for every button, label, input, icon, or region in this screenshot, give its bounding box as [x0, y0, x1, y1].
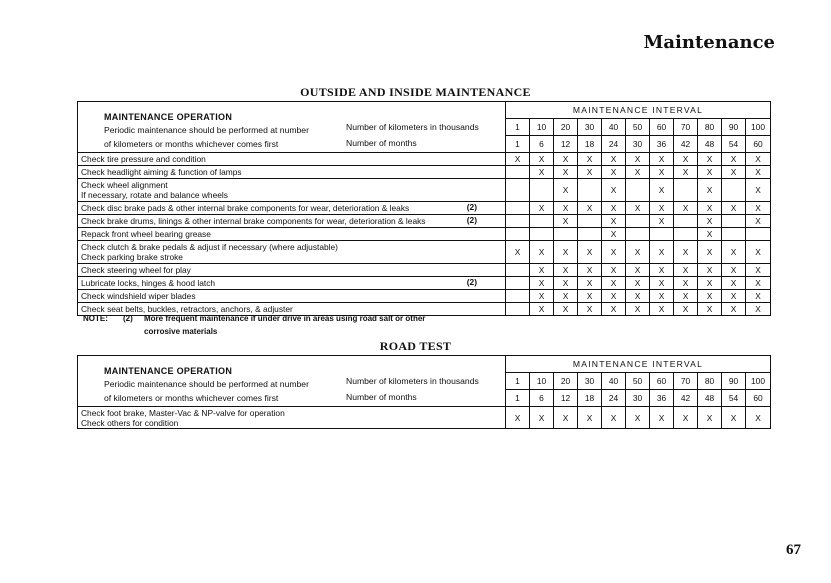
months-value: 6: [530, 390, 554, 407]
interval-mark: X: [650, 264, 674, 277]
interval-mark: [674, 215, 698, 228]
interval-mark: X: [554, 153, 578, 166]
interval-mark: X: [674, 264, 698, 277]
interval-mark: X: [674, 290, 698, 303]
months-label: Number of months: [346, 138, 417, 148]
table-row: [78, 153, 771, 166]
interval-mark: X: [554, 215, 578, 228]
table-row: [78, 179, 771, 202]
interval-mark: X: [602, 407, 626, 429]
interval-mark: X: [554, 290, 578, 303]
interval-mark: [722, 228, 746, 241]
months-value: 18: [578, 136, 602, 153]
operation-cell: [78, 241, 506, 264]
note-ref: (2): [466, 215, 477, 225]
operation-text: Check clutch & brake pedals & adjust if necessary (where adjustable): [81, 242, 338, 252]
months-value: 18: [578, 390, 602, 407]
table-row: [78, 215, 771, 228]
interval-mark: X: [602, 290, 626, 303]
interval-mark: X: [650, 215, 674, 228]
interval-header: MAINTENANCE INTERVAL: [506, 102, 771, 119]
km-value: 60: [650, 373, 674, 390]
interval-mark: X: [530, 277, 554, 290]
interval-mark: X: [554, 179, 578, 202]
km-label: Number of kilometers in thousands: [346, 122, 479, 132]
interval-mark: X: [698, 277, 722, 290]
table-row: [78, 241, 771, 264]
interval-mark: X: [602, 303, 626, 316]
interval-mark: [626, 215, 650, 228]
interval-mark: [746, 228, 771, 241]
interval-mark: X: [746, 407, 771, 429]
km-value: 100: [746, 373, 771, 390]
months-value: 48: [698, 136, 722, 153]
interval-mark: [626, 228, 650, 241]
interval-mark: X: [746, 153, 771, 166]
interval-mark: X: [722, 241, 746, 264]
months-value: 24: [602, 390, 626, 407]
operation-cell: [78, 407, 506, 429]
interval-mark: X: [506, 407, 530, 429]
operation-cell: [78, 277, 506, 290]
interval-mark: X: [530, 407, 554, 429]
interval-mark: X: [650, 277, 674, 290]
interval-mark: X: [698, 179, 722, 202]
months-value: 1: [506, 136, 530, 153]
operation-text: Repack front wheel bearing grease: [81, 229, 211, 239]
interval-mark: X: [722, 277, 746, 290]
operation-header: [78, 356, 505, 404]
km-value: 1: [506, 373, 530, 390]
note-line2: corrosive materials: [144, 327, 218, 336]
interval-mark: [578, 228, 602, 241]
header-row-interval: [78, 102, 771, 119]
interval-mark: X: [722, 202, 746, 215]
interval-mark: X: [722, 166, 746, 179]
months-value: 54: [722, 390, 746, 407]
operation-desc-line1: Periodic maintenance should be performed at number: [104, 125, 309, 135]
operation-text: Check parking brake stroke: [81, 252, 183, 262]
months-value: 60: [746, 136, 771, 153]
operation-text: Check seat belts, buckles, retractors, anchors, & adjuster: [81, 304, 293, 314]
table-row: [78, 228, 771, 241]
operation-text: Check wheel alignment: [81, 180, 168, 190]
operation-desc-line2: of kilometers or months whichever comes first: [104, 139, 279, 149]
interval-mark: X: [626, 264, 650, 277]
km-value: 10: [530, 119, 554, 136]
operation-text: Check brake drums, linings & other internal brake components for wear, deterioration & leaks: [81, 216, 426, 226]
interval-mark: X: [674, 407, 698, 429]
interval-mark: X: [650, 241, 674, 264]
section-title-outside: OUTSIDE AND INSIDE MAINTENANCE: [300, 85, 531, 99]
table-row: [78, 290, 771, 303]
interval-mark: [506, 264, 530, 277]
operation-cell: [78, 153, 506, 166]
interval-mark: [578, 215, 602, 228]
interval-mark: X: [578, 153, 602, 166]
operation-header-cell: [78, 356, 506, 407]
interval-mark: X: [530, 153, 554, 166]
km-value: 30: [578, 119, 602, 136]
interval-mark: X: [602, 166, 626, 179]
interval-mark: X: [650, 407, 674, 429]
months-value: 48: [698, 390, 722, 407]
km-value: 60: [650, 119, 674, 136]
interval-mark: X: [602, 202, 626, 215]
interval-mark: X: [698, 303, 722, 316]
months-value: 42: [674, 390, 698, 407]
page-number: 67: [786, 542, 801, 558]
interval-mark: [506, 166, 530, 179]
operation-cell: [78, 179, 506, 202]
interval-mark: X: [746, 303, 771, 316]
interval-mark: X: [698, 153, 722, 166]
months-value: 30: [626, 390, 650, 407]
table-row: [78, 277, 771, 290]
table-row: [78, 202, 771, 215]
interval-mark: X: [674, 303, 698, 316]
km-value: 40: [602, 119, 626, 136]
months-value: 6: [530, 136, 554, 153]
interval-mark: [578, 179, 602, 202]
section-title-road-test: ROAD TEST: [379, 339, 452, 353]
interval-mark: X: [698, 241, 722, 264]
interval-mark: X: [578, 290, 602, 303]
interval-mark: X: [530, 303, 554, 316]
operation-title: MAINTENANCE OPERATION: [104, 112, 233, 122]
interval-mark: [530, 179, 554, 202]
interval-mark: X: [698, 264, 722, 277]
operation-cell: [78, 202, 506, 215]
header-row-interval: [78, 356, 771, 373]
interval-mark: [506, 228, 530, 241]
operation-text: Check headlight aiming & function of lamps: [81, 167, 242, 177]
interval-mark: X: [578, 202, 602, 215]
footnote: [83, 312, 425, 338]
km-value: 90: [722, 373, 746, 390]
interval-mark: [530, 228, 554, 241]
note-number: (2): [123, 314, 133, 323]
operation-text: Lubricate locks, hinges & hood latch: [81, 278, 216, 288]
operation-text: Check others for condition: [81, 417, 179, 428]
km-value: 90: [722, 119, 746, 136]
months-value: 54: [722, 136, 746, 153]
interval-mark: X: [578, 166, 602, 179]
months-value: 1: [506, 390, 530, 407]
months-value: 12: [554, 390, 578, 407]
interval-header: MAINTENANCE INTERVAL: [506, 356, 771, 373]
km-label: Number of kilometers in thousands: [346, 376, 479, 386]
interval-mark: X: [698, 215, 722, 228]
interval-mark: X: [674, 153, 698, 166]
interval-mark: X: [578, 407, 602, 429]
interval-mark: X: [626, 166, 650, 179]
interval-mark: X: [626, 290, 650, 303]
interval-mark: X: [602, 153, 626, 166]
operation-text: If necessary, rotate and balance wheels: [81, 190, 228, 200]
interval-mark: [722, 215, 746, 228]
table-row: [78, 264, 771, 277]
km-value: 20: [554, 373, 578, 390]
interval-mark: X: [650, 166, 674, 179]
operation-text: Check disc brake pads & other internal brake components for wear, deterioration & leaks: [81, 203, 410, 213]
interval-mark: X: [674, 277, 698, 290]
interval-mark: X: [626, 241, 650, 264]
interval-mark: X: [602, 264, 626, 277]
interval-mark: X: [554, 202, 578, 215]
interval-mark: X: [626, 153, 650, 166]
interval-mark: X: [698, 202, 722, 215]
note-line1: More frequent maintenance if under drive in areas using road salt or other: [144, 314, 426, 323]
road-maintenance-table: [77, 355, 771, 429]
operation-text: Check steering wheel for play: [81, 265, 191, 275]
km-value: 30: [578, 373, 602, 390]
months-value: 36: [650, 136, 674, 153]
interval-mark: [506, 277, 530, 290]
interval-mark: X: [554, 241, 578, 264]
interval-mark: [506, 290, 530, 303]
interval-mark: [506, 215, 530, 228]
operation-cell: [78, 264, 506, 277]
interval-mark: [506, 202, 530, 215]
interval-mark: X: [650, 202, 674, 215]
km-value: 70: [674, 119, 698, 136]
interval-mark: [650, 228, 674, 241]
outside-maintenance-table: [77, 101, 771, 316]
interval-mark: X: [554, 277, 578, 290]
interval-mark: X: [602, 179, 626, 202]
km-value: 80: [698, 373, 722, 390]
interval-mark: X: [746, 290, 771, 303]
interval-mark: X: [530, 290, 554, 303]
operation-text: Check windshield wiper blades: [81, 291, 196, 301]
interval-mark: X: [698, 407, 722, 429]
table-row: [78, 407, 771, 429]
interval-mark: X: [722, 290, 746, 303]
interval-mark: X: [746, 166, 771, 179]
interval-mark: [674, 179, 698, 202]
interval-mark: X: [578, 264, 602, 277]
interval-mark: X: [650, 153, 674, 166]
interval-mark: X: [746, 179, 771, 202]
interval-mark: X: [698, 290, 722, 303]
interval-mark: X: [746, 202, 771, 215]
interval-mark: X: [554, 407, 578, 429]
interval-mark: X: [626, 303, 650, 316]
operation-cell: [78, 290, 506, 303]
interval-mark: X: [722, 153, 746, 166]
note-label: NOTE:: [83, 314, 108, 323]
interval-mark: X: [530, 166, 554, 179]
operation-text: Check foot brake, Master-Vac & NP-valve for operation: [81, 407, 285, 418]
interval-mark: X: [674, 241, 698, 264]
interval-mark: X: [578, 241, 602, 264]
interval-mark: X: [506, 153, 530, 166]
interval-mark: X: [746, 264, 771, 277]
interval-mark: X: [530, 202, 554, 215]
km-value: 1: [506, 119, 530, 136]
interval-mark: X: [554, 303, 578, 316]
page-title: Maintenance: [643, 32, 775, 53]
interval-mark: X: [626, 277, 650, 290]
months-value: 42: [674, 136, 698, 153]
interval-mark: X: [650, 179, 674, 202]
interval-mark: X: [650, 303, 674, 316]
months-value: 36: [650, 390, 674, 407]
interval-mark: X: [698, 166, 722, 179]
interval-mark: X: [674, 166, 698, 179]
interval-mark: X: [746, 241, 771, 264]
note-ref: (2): [466, 202, 477, 212]
km-value: 10: [530, 373, 554, 390]
operation-cell: [78, 228, 506, 241]
km-value: 40: [602, 373, 626, 390]
km-value: 80: [698, 119, 722, 136]
interval-mark: [506, 303, 530, 316]
interval-mark: X: [506, 241, 530, 264]
operation-cell: [78, 166, 506, 179]
interval-mark: X: [602, 277, 626, 290]
months-value: 60: [746, 390, 771, 407]
interval-mark: [506, 179, 530, 202]
interval-mark: [626, 179, 650, 202]
note-ref: (2): [466, 277, 477, 287]
interval-mark: X: [626, 202, 650, 215]
interval-mark: X: [602, 215, 626, 228]
operation-desc-line2: of kilometers or months whichever comes first: [104, 393, 279, 403]
interval-mark: X: [674, 202, 698, 215]
interval-mark: X: [722, 407, 746, 429]
km-value: 70: [674, 373, 698, 390]
months-value: 12: [554, 136, 578, 153]
km-value: 50: [626, 119, 650, 136]
interval-mark: X: [722, 264, 746, 277]
interval-mark: [554, 228, 578, 241]
operation-header-cell: [78, 102, 506, 153]
months-label: Number of months: [346, 392, 417, 402]
interval-mark: X: [530, 264, 554, 277]
table-row: [78, 166, 771, 179]
months-value: 30: [626, 136, 650, 153]
interval-mark: X: [698, 228, 722, 241]
interval-mark: X: [554, 264, 578, 277]
interval-mark: X: [530, 241, 554, 264]
operation-text: Check tire pressure and condition: [81, 154, 206, 164]
interval-mark: [674, 228, 698, 241]
months-value: 24: [602, 136, 626, 153]
operation-header: [78, 102, 505, 150]
interval-mark: X: [602, 241, 626, 264]
interval-mark: X: [650, 290, 674, 303]
interval-mark: X: [554, 166, 578, 179]
km-value: 50: [626, 373, 650, 390]
interval-mark: X: [578, 277, 602, 290]
interval-mark: X: [746, 277, 771, 290]
interval-mark: [530, 215, 554, 228]
interval-mark: [722, 179, 746, 202]
interval-mark: X: [626, 407, 650, 429]
operation-title: MAINTENANCE OPERATION: [104, 366, 233, 376]
km-value: 20: [554, 119, 578, 136]
km-value: 100: [746, 119, 771, 136]
interval-mark: X: [746, 215, 771, 228]
interval-mark: X: [602, 228, 626, 241]
interval-mark: X: [578, 303, 602, 316]
operation-cell: [78, 215, 506, 228]
interval-mark: X: [722, 303, 746, 316]
operation-desc-line1: Periodic maintenance should be performed at number: [104, 379, 309, 389]
